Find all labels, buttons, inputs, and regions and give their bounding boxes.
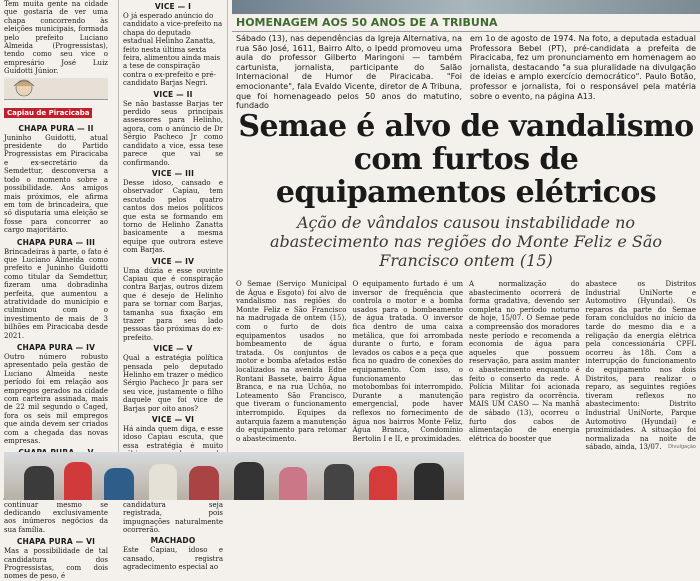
homenagem-col-2: em 1o de agosto de 1974. Na foto, a deputada estadual Professora Bebel (PT), pré-candidata a prefeita de Piracicaba, fez um pronunciamento em homenagem ao jornalista, destacando "a sua pluralidade na divulgação de ideias e amplo exercício democrático". Paulo Botão, professor e jornalista, foi o responsável pela matéria sobre o evento, na página A13. [470, 34, 696, 101]
article-col-1: O Semae (Serviço Municipal de Água e Esgoto) foi alvo de vandalismo nas regiões do Monte Feliz e São Francisco na madrugada de ontem (15), com o furto de dois equipamentos usados no bombeamento de água tratada. Os conjuntos de motor e bomba afetados estão localizados na avenida Edne Rontani Bassete, bairro Água Branca, e na rua Uchôa, no Loteamento São Francisco, que tiveram o funcionamento interrompido. Equipes da autarquia fazem a manutenção do equipamento para retomar o abastecimento. [236, 280, 347, 443]
article-body [232, 280, 700, 450]
section-text: Qual a estratégia política pensada pelo deputado Helinho em trazer o médico Sérgio Pacheco Jr para ser seu vice, justamente o filho daquele que foi vice de Barjas por oito anos? [123, 354, 223, 413]
group-photo [4, 452, 464, 500]
article-subhead: Ação de vândalos causou instabilidade no abastecimento nas regiões do Monte Feliz e São Francisco ontem (15) [269, 213, 662, 270]
section-text: Há ainda quem diga, e esse idoso Capiau escuta, que essa estratégia é muito candidatura seja registrada, pois impugnações naturalmente ocorrerão. [123, 425, 223, 534]
section-text: Uma dúzia e esse ouvinte Capiau que é conspiração contra Barjas, outros dizem que é desejo de Helinho para se tornar com Barjas, tamanha sua fixação em trazer para seu lado pessoas tão próximas do ex-prefeito. [123, 266, 223, 342]
section-head: VICE — IV [151, 256, 195, 266]
column-vice [118, 0, 228, 572]
section-head: VICE — I [154, 2, 192, 11]
section-text: Desse idoso, cansado e observador Capiau, tem escutado pelos quatro cantos dos meios políticos que esta se formando em torno de Helinho Zanatta basicamente a mesma equipe que outrora esteve com Barjas. [123, 178, 223, 255]
homenagem-col-1: Sábado (13), nas dependências da Igreja Alternativa, na rua São José, 1611, Bairro Alto, o Ipedd promoveu uma aula do professor Gilberto Maringoni — também cartunista, jornalista, participante do Salão Internacional de Humor de Piracicaba. "Foi emocionante", fala Evaldo Vicente, diretor de A Tribuna, que foi homenageado pelos 50 anos do matutino, fundado [236, 34, 462, 111]
section-text: Juninho Guidotti, atual presidente do Partido Progressistas em Piracicaba e ex-secretário da Semdettur, desconversa a todo o momento sobre a possibilidade. Aos amigos mais próximos, ele afirma em tom de brincadeira, que só disputaria uma eleição se fosse para concorrer ao cargo majoritário. [4, 133, 108, 235]
event-photo [232, 0, 700, 14]
section-head: CHAPA PURA — IV [16, 343, 96, 352]
section-text: Outro número robusto apresentado pela gestão de Luciano Almeida neste período foi em relação aos empregos gerados na cidade com carteira assinada, mais de 22 mil segundo o Caged, fora os seis mil empregos que ainda devem ser criados com a chegada das novas empresas. [4, 353, 108, 446]
section-head: VICE — VI [151, 415, 195, 425]
section-text: continuar mesmo se dedicando exclusivamente aos inúmeros negócios da sua família. [4, 500, 108, 534]
homenagem-body [232, 32, 700, 111]
section-text: Brincadeiras à parte, o fato é que Luciano Almeida como prefeito e Juninho Guidotti como titular da Semdettur, fizeram uma dobradinha perfeita, que aumentou a atratividade do município e culminou com o investimento de mais de 3 bilhões em Piracicaba desde 2021. [4, 247, 108, 340]
section-head: CHAPA PURA — II [18, 123, 94, 133]
main-page-area [232, 0, 700, 500]
section-text: Mas a possibilidade de tal candidatura dos Progressistas, com dois nomes de peso, é [4, 547, 108, 581]
section-head: VICE — V [153, 344, 193, 354]
homenagem-title: HOMENAGEM AOS 50 ANOS DE A TRIBUNA [232, 14, 700, 32]
section-head: CHAPA PURA — III [16, 237, 96, 247]
caricature-caption: Capiau de Piracicaba [4, 108, 92, 118]
article-col-2: O equipamento furtado é um inversor de frequência que controla o motor e a bomba usados para o bombeamento de água tratada. O inversor fica dentro de uma caixa metálica, que foi arrombada durante o furto, e foram levados os cabos e a peça que fica no quadro de conexões do equipamento. Com isso, o funcionamento das motobombas foi interrompido. Durante a manutenção emergencial, pode haver reflexos no fornecimento de água nos bairros Monte Feliz, Água Branca, Condomínio Bertolin I e II, e proximidades. [352, 280, 463, 443]
left-intro-text: Tem muita gente na cidade que gostaria de ver uma chapa concorrendo às eleições municipais, formada pelo prefeito Luciano Almeida (Progressistas), tendo como seu vice o empresário José Luiz Guidotti Júnior. [4, 0, 108, 76]
photo-credit: Divulgação [668, 444, 696, 450]
article-headline: Semae é alvo de vandalismo com furtos de equipamentos elétricos [238, 109, 694, 210]
section-head: CHAPA PURA — VI [16, 537, 96, 547]
section-head: MACHADO [150, 536, 196, 546]
mid-intro-text: O já esperado anúncio do candidato a vice-prefeito na chapa do deputado estadual Helinho Zanatta, feito nesta última sexta feira, alimentou ainda mais a tese de conspiração contra o ex-prefeito e pré-candidato Barjas Negri. [123, 12, 223, 88]
column-chapa-pura [0, 0, 112, 581]
article-col-4: abastece os Distritos Industrial UniNorte e Automotivo (Hyundai). Os reparos da parte do Semae foram concluídos no início da tarde do mesmo dia e a religação da energia elétrica pela concessionária CPFL ocorreu às 18h. Com a interrupção do funcionamento do equipamento nos dois Distritos, para realizar o reparo, as seguintes regiões tiveram reflexos no abastecimento: Distrito Industrial UniNorte, Parque Automotivo (Hyundai) e proximidades. A situação foi normalizada na noite de sábado, ainda, 13/07. [585, 280, 696, 452]
capiau-caricature [4, 78, 108, 100]
section-head: VICE — III [151, 168, 195, 178]
article-col-3: A normalização do abastecimento ocorrerá de forma gradativa, devendo ser completa no período noturno de hoje, 15/07. O Semae pede a compreensão dos moradores neste período e recomenda a economia de água para aqueles que possuem reservação, para assim manter o abastecimento enquanto é feito o conserto da rede. A Polícia Militar foi acionada para registro da ocorrência. MAIS UM CASO — Na manhã de sábado (13), ocorreu o furto dos cabos de alimentação de energia elétrica do booster que [469, 280, 580, 443]
section-head: VICE — II [153, 89, 193, 99]
caricature-icon [6, 78, 46, 100]
section-text: Se não bastasse Barjas ter perdido seus principais assessores para Helinho, agora, com o anúncio de Dr Sérgio Pacheco Jr como candidato a vice, essa tese parece que vai se confirmando. [123, 99, 223, 167]
section-text: Este Capiau, idoso e cansado, registra agradecimento especial ao [123, 546, 223, 572]
